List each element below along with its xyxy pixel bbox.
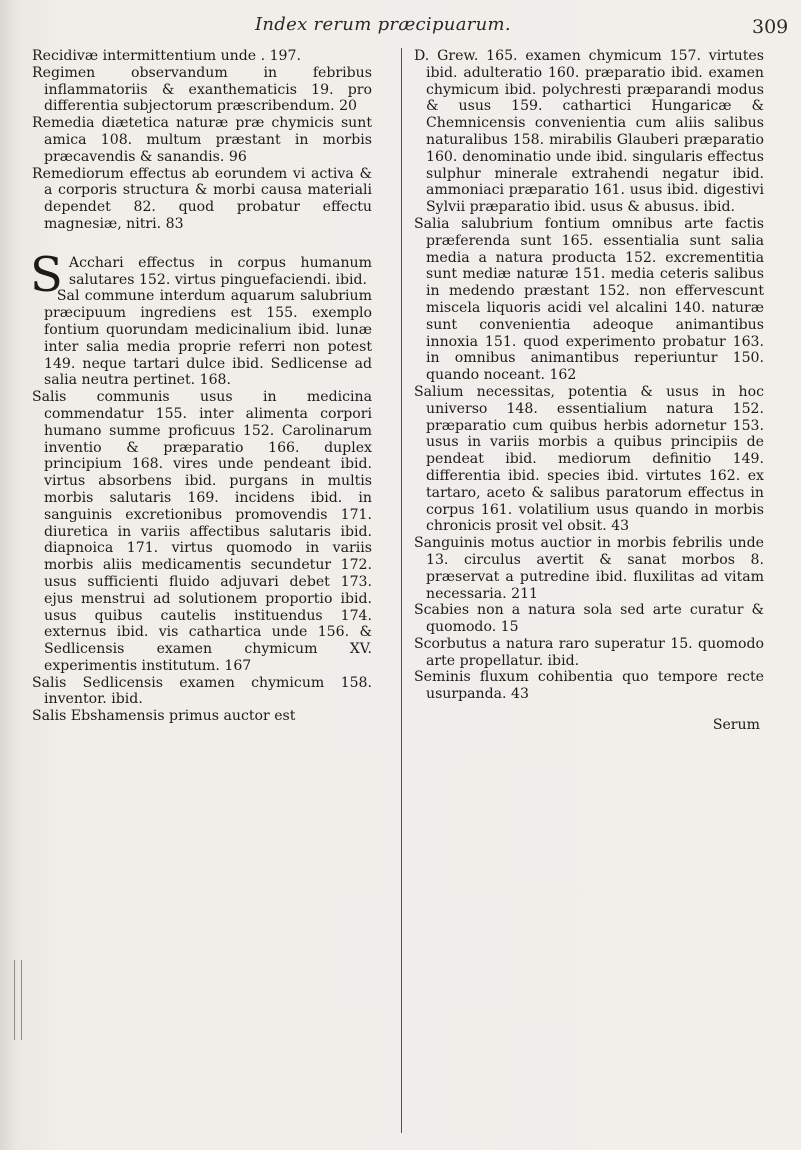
index-entry: Scabies non a natura sola sed arte curatur & quomodo. 15 — [414, 602, 764, 636]
drop-capital: S — [30, 246, 63, 303]
column-divider — [401, 48, 402, 1133]
page-header — [0, 10, 801, 40]
index-entry: Regimen observandum in febribus inflammatoriis & exanthematicis 19. pro differentia subjectorum præscribendum. 20 — [32, 64, 372, 115]
index-entry: Recidivæ intermittentium unde . 197. — [32, 48, 301, 64]
catchword: Serum — [712, 717, 760, 734]
index-entry: Remedia diætetica naturæ præ chymicis sunt amica 108. multum præstant in morbis præcavendis & sanandis. 96 — [32, 115, 372, 165]
index-entry-text: Acchari effectus in corpus humanum salutares 152. virtus pinguefaciendi. ibid. — [68, 254, 372, 288]
index-entry: Salium necessitas, potentia & usus in hoc universo 148. essentialium natura 152. præparatio cum quibus herbis adornetur 153. usus in variis morbis a quibus principiis de pendeat ibid. mediorum definitio 149. differentia ibid. species ibid. virtutes 162. ex tartaro, aceto & salibus paratorum effectus in corpus 161. volatilium usus quando in morbis chronicis prosit vel obsit. 43 — [414, 383, 764, 535]
binding-edge-marks — [14, 960, 22, 1040]
index-entry: Salia salubrium fontium omnibus arte factis præferenda sunt 165. essentialia sunt salia media a natura producta 152. excrementitia sunt mediæ naturæ 151. media ceteris salibus in medendo præstant 152. non effervescunt miscela liquoris acidi vel alcalini 140. naturæ sunt convenientia adeoque animantibus innoxia 151. quod experimento probatur 163. in omnibus animantibus reperiuntur 150. quando noceant. 162 — [414, 215, 764, 384]
index-entry: Sal commune interdum aquarum salubrium præcipuum ingrediens est 155. exemplo fontium quorundam medicinalium ibid. lunæ inter salia media proprie referri non potest 149. neque tartari dulce ibid. Sedlicense ad salia neutra pertinet. 168. — [44, 288, 372, 389]
right-column — [414, 48, 764, 748]
index-entry: D. Grew. 165. examen chymicum 157. virtutes ibid. adulteratio 160. præparatio ibid. examen chymicum ibid. polychresti præparandi modus & usus 159. cathartici Hungaricæ & Chemnicensis convenientia cum aliis salibus naturalibus 158. mirabilis Glauberi præparatio 160. denominatio unde ibid. singularis effectus sulphur minerale extrahendi negatur ibid. ammoniaci præparatio 161. usus ibid. digestivi Sylvii præparatio ibid. usus & abusus. ibid. — [414, 48, 764, 216]
index-entry-dropcap — [30, 246, 372, 303]
page-number: 309 — [752, 16, 789, 38]
index-entry: Seminis fluxum cohibentia quo tempore recte usurpanda. 43 — [414, 669, 764, 703]
running-title: Index rerum præcipuarum. — [255, 14, 511, 35]
index-entry: Salis Ebshamensis primus auctor est — [32, 708, 296, 725]
index-entry: Remediorum effectus ab eorundem vi activa & a corporis structura & morbi causa materiali dependet 82. quod probatur effectu magnesiæ, nitri. 83 — [32, 165, 372, 232]
index-entry: Scorbutus a natura raro superatur 15. quomodo arte propellatur. ibid. — [414, 635, 764, 669]
left-column — [32, 48, 372, 725]
index-entry: Salis communis usus in medicina commendatur 155. inter alimenta corpori humano summe proficuus 152. Carolinarum inventio & præparatio 166. duplex principium 168. vires unde pendeant ibid. virtus absorbens ibid. purgans in multis morbis salutaris 169. incidens ibid. in sanguinis excretionibus promovendis 171. diuretica in variis affectibus salutaris ibid. diapnoica 171. virtus quomodo in variis morbis aliis medicamentis secundetur 172. usus sufficienti fluido adjuvari debet 173. ejus menstrui ad solutionem proportio ibid. usus quibus cautelis instituendus 174. externus ibid. vis cathartica unde 156. & Sedlicensis examen chymicum XV. experimentis institutum. 167 — [32, 389, 372, 674]
index-entry: Salis Sedlicensis examen chymicum 158. inventor. ibid. — [32, 674, 372, 708]
index-entry: Sanguinis motus auctior in morbis febrilis unde 13. circulus avertit & sanat morbos 8. præservat a putredine ibid. fluxilitas ad vitam necessaria. 211 — [414, 535, 764, 602]
